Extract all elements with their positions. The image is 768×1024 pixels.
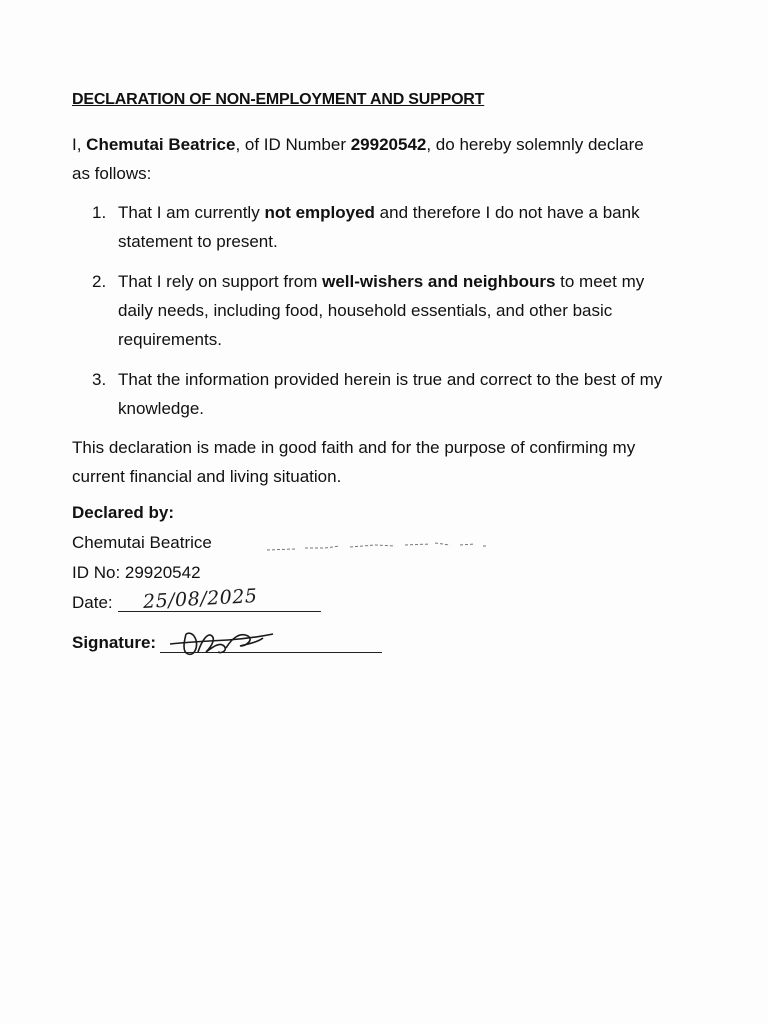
id-number-line: ID No: 29920542	[72, 563, 201, 582]
list-item-bold: not employed	[264, 203, 375, 222]
list-item-number: 3.	[92, 370, 107, 389]
list-item-bold: well-wishers and neighbours	[322, 272, 556, 291]
list-item	[92, 267, 672, 354]
scan-artifact-marks	[265, 540, 490, 554]
list-item	[92, 365, 672, 423]
list-item-number: 2.	[92, 272, 107, 291]
list-item-text: That the information provided herein is true and correct to the best of my knowledge.	[118, 370, 663, 418]
intro-prefix: I,	[72, 135, 87, 154]
declarant-name: Chemutai Beatrice	[72, 533, 212, 552]
list-item-text: to meet my daily needs, including food, household essentials, and other basic requirements.	[118, 272, 645, 349]
id-number-bold: 29920542	[350, 135, 427, 154]
list-item-text: That I rely on support from	[118, 272, 323, 291]
handwritten-date: 25/08/2025	[142, 585, 259, 613]
date-label: Date:	[72, 593, 113, 612]
handwritten-signature	[168, 622, 278, 662]
list-item-text: and therefore I do not have a bank statement to present.	[118, 203, 640, 251]
list-item	[92, 198, 672, 256]
list-item-text: That I am currently	[118, 203, 265, 222]
signature-label: Signature:	[72, 633, 157, 652]
declaration-list	[92, 198, 672, 434]
intro-paragraph	[72, 130, 662, 188]
intro-suffix: , do hereby solemnly declare as follows:	[72, 135, 644, 183]
declared-by-label: Declared by:	[72, 503, 175, 522]
declarant-name-bold: Chemutai Beatrice	[86, 135, 236, 154]
intro-id-prefix: , of ID Number	[235, 135, 351, 154]
list-item-number: 1.	[92, 203, 107, 222]
document-title: DECLARATION OF NON-EMPLOYMENT AND SUPPORT	[72, 91, 485, 108]
closing-paragraph: This declaration is made in good faith and for the purpose of confirming my current financial and living situation.	[72, 438, 636, 486]
